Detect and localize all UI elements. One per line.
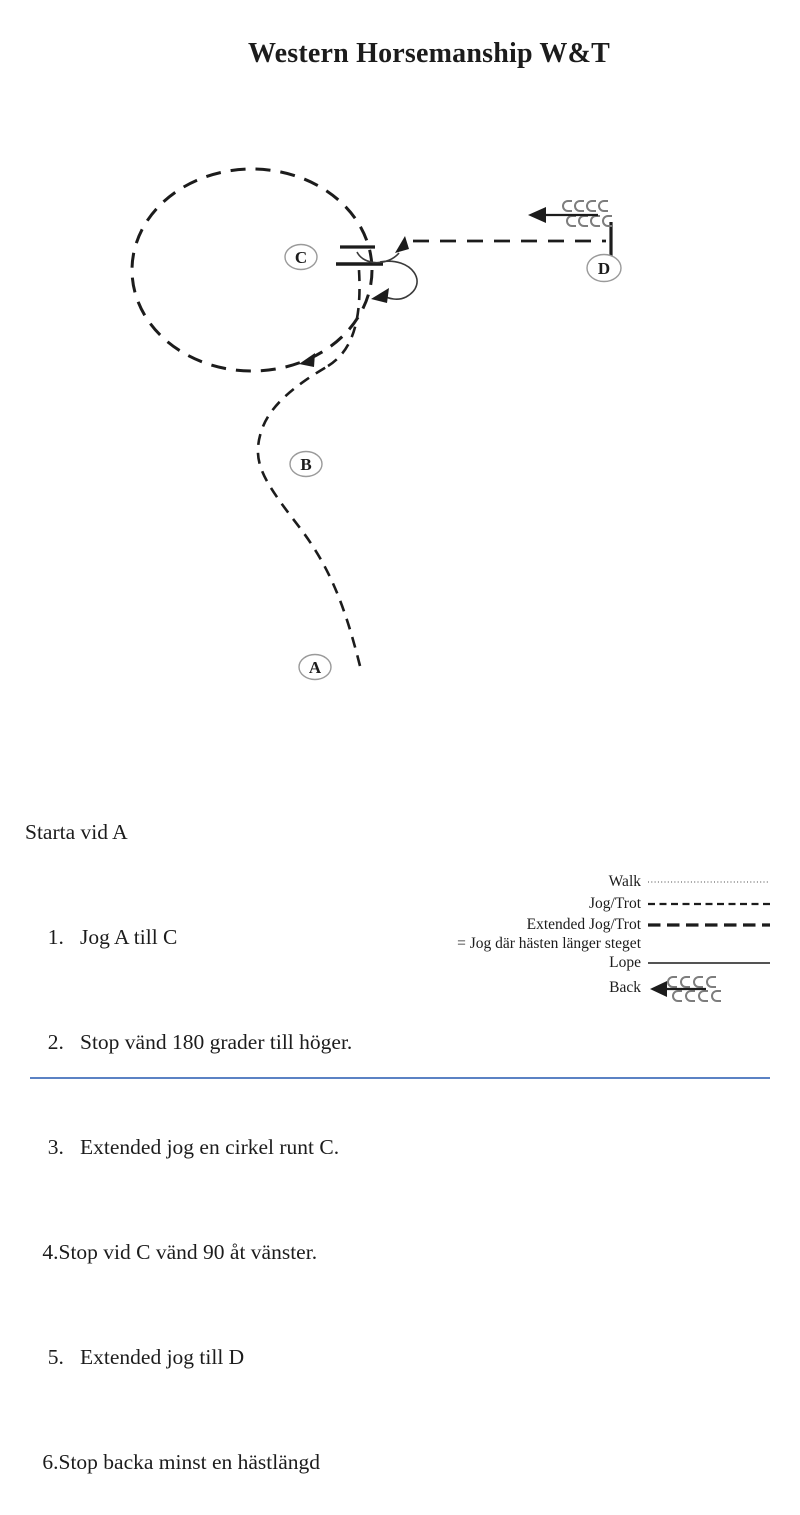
instruction-item-1: 1. Jog A till C bbox=[37, 925, 178, 949]
back-arrowhead-d bbox=[528, 207, 546, 223]
lope-line-sample bbox=[648, 960, 770, 966]
footer-rule bbox=[30, 1077, 770, 1079]
instructions-block bbox=[25, 745, 352, 1515]
instructions-start: Starta vid A bbox=[25, 820, 128, 844]
marker-d-label: D bbox=[597, 259, 611, 278]
instruction-item-3: 3. Extended jog en cirkel runt C. bbox=[37, 1135, 340, 1159]
instruction-item-5: 5. Extended jog till D bbox=[37, 1345, 245, 1369]
instruction-item-4: 4.Stop vid C vänd 90 åt vänster. bbox=[37, 1240, 318, 1264]
legend-label-back: Back bbox=[609, 979, 641, 996]
instruction-item-6: 6.Stop backa minst en hästlängd bbox=[37, 1450, 321, 1474]
legend-row-extended-jog bbox=[424, 914, 770, 935]
extended-jog-circle bbox=[132, 169, 372, 371]
marker-b-label: B bbox=[300, 455, 312, 474]
marker-c bbox=[285, 245, 317, 270]
back-symbol-sample bbox=[648, 973, 770, 1003]
marker-a-label: A bbox=[308, 658, 322, 677]
turn-90-left-arrowhead bbox=[395, 236, 409, 253]
legend-label-walk: Walk bbox=[608, 873, 641, 890]
extended-jog-line-sample bbox=[648, 921, 770, 929]
course-diagram bbox=[0, 0, 800, 740]
legend-label-extended-jog: Extended Jog/Trot bbox=[526, 915, 641, 933]
marker-d bbox=[587, 255, 621, 282]
legend-row-extended-note bbox=[424, 935, 770, 953]
legend-label-jog: Jog/Trot bbox=[589, 894, 641, 912]
jog-approach-to-stop bbox=[328, 270, 360, 366]
legend-row-walk bbox=[424, 871, 770, 893]
marker-b bbox=[290, 452, 322, 477]
legend-row-lope bbox=[424, 953, 770, 973]
marker-c-label: C bbox=[294, 248, 308, 267]
legend-row-jog bbox=[424, 893, 770, 914]
turn-180-right-arrowhead bbox=[371, 288, 389, 303]
legend-row-back bbox=[424, 973, 770, 1003]
gait-legend bbox=[424, 871, 770, 1003]
jog-path-a-to-c bbox=[258, 366, 360, 666]
jog-line-sample bbox=[648, 901, 770, 907]
back-symbol-d bbox=[563, 201, 612, 226]
walk-line-sample bbox=[648, 879, 770, 885]
marker-a bbox=[299, 655, 331, 680]
page-title: Western Horsemanship W&T bbox=[247, 38, 611, 69]
instruction-item-2: 2. Stop vänd 180 grader till höger. bbox=[37, 1030, 353, 1054]
legend-extended-jog-note: = Jog där hästen länger steget bbox=[457, 935, 641, 952]
legend-label-lope: Lope bbox=[609, 954, 641, 971]
circle-direction-arrowhead bbox=[299, 353, 315, 367]
